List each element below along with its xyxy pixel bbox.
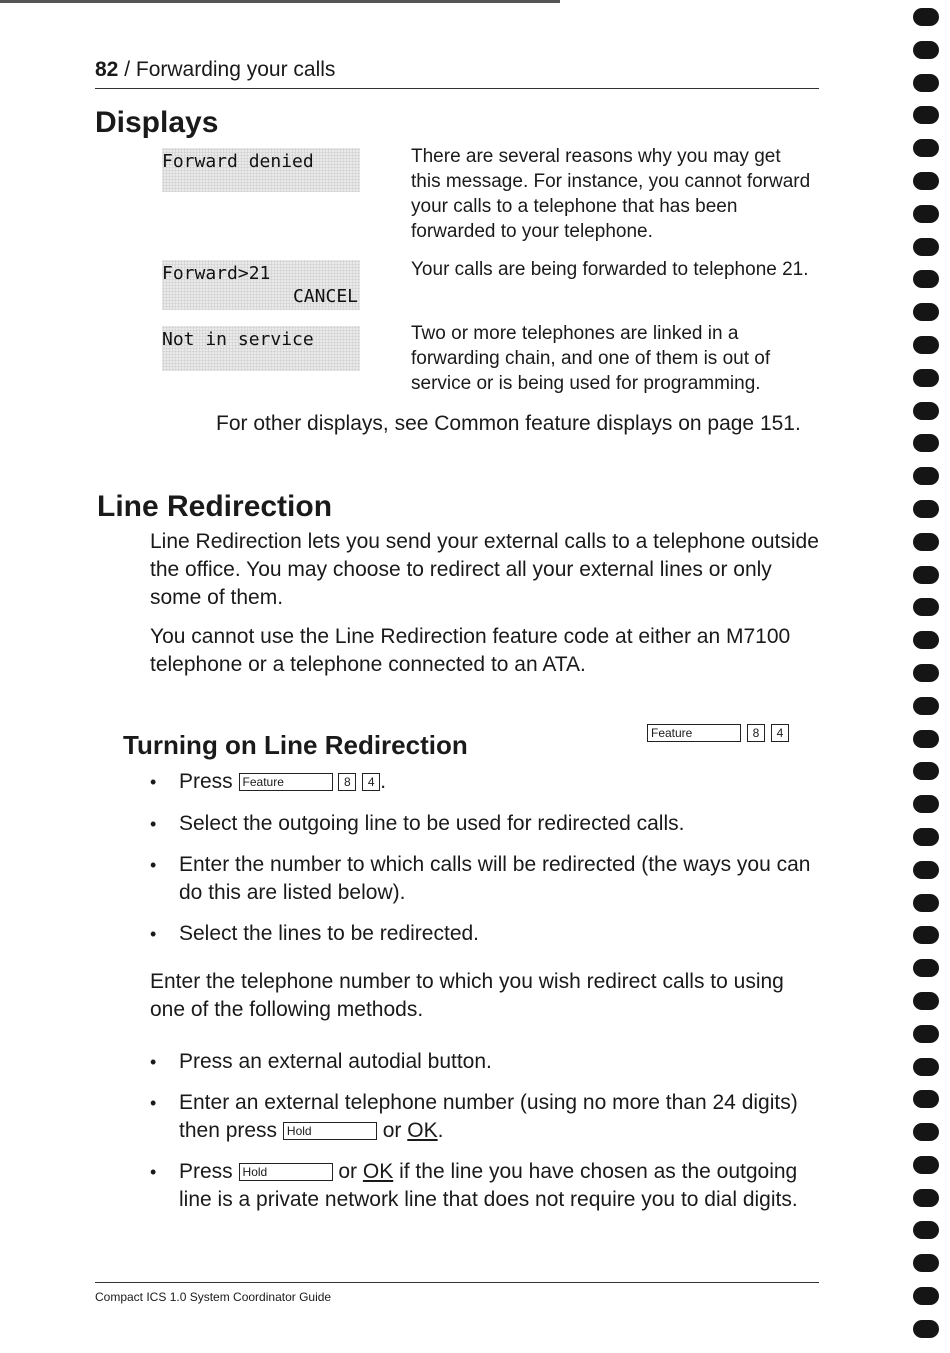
list-item: • Select the lines to be redirected. xyxy=(150,920,820,948)
binding-ring xyxy=(913,566,939,584)
lcd-display-forward-to xyxy=(162,260,360,310)
binding-ring xyxy=(913,1287,939,1305)
binding-ring xyxy=(913,434,939,452)
binding-ring xyxy=(913,369,939,387)
binding-ring xyxy=(913,500,939,518)
methods-intro: Enter the telephone number to which you wish redirect calls to using one of the following methods. xyxy=(150,970,784,1021)
lcd-line: Forward>21 xyxy=(162,263,271,284)
binding-ring xyxy=(913,697,939,715)
method-text: Enter an external telephone number (using no more than 24 digits) then press xyxy=(179,1091,798,1142)
feature-code-keys xyxy=(647,724,789,742)
binding-ring xyxy=(913,1090,939,1108)
turning-on-heading: Turning on Line Redirection xyxy=(123,730,468,760)
binding-ring xyxy=(913,1189,939,1207)
list-item: • Press Feature 8 4 . xyxy=(150,768,820,796)
binding-ring xyxy=(913,205,939,223)
display-description: There are several reasons why you may get this message. For instance, you cannot forward your calls to a telephone that has been forwarded to your telephone. xyxy=(411,146,811,242)
line-redirection-intro: Line Redirection lets you send your external calls to a telephone outside the office. You may choose to redirect all your external lines or only some of them. xyxy=(150,530,819,609)
displays-note: For other displays, see Common feature displays on page 151. xyxy=(216,412,801,435)
binding-ring xyxy=(913,74,939,92)
binding-ring xyxy=(913,861,939,879)
binding-ring xyxy=(913,1123,939,1141)
ok-softkey: OK xyxy=(362,1160,394,1183)
lcd-display-not-in-service xyxy=(162,326,360,371)
display-description: Two or more telephones are linked in a forwarding chain, and one of them is out of service or is being used for programming. xyxy=(411,323,771,394)
page-header xyxy=(95,58,335,82)
footer-rule xyxy=(95,1282,819,1283)
page-footer: Compact ICS 1.0 System Coordinator Guide xyxy=(95,1290,332,1304)
binding-ring xyxy=(913,762,939,780)
binding-ring xyxy=(913,631,939,649)
binding-ring xyxy=(913,238,939,256)
list-item: • Enter the number to which calls will be redirected (the ways you can do this are listed below). xyxy=(150,851,820,907)
binding-ring xyxy=(913,828,939,846)
lcd-line: Not in service xyxy=(162,329,314,350)
ok-softkey: OK xyxy=(407,1119,438,1142)
binding-ring xyxy=(913,41,939,59)
list-item: • Press an external autodial button. xyxy=(150,1048,820,1076)
list-item: • Enter an external telephone number (using no more than 24 digits) then press Hold or OK. xyxy=(150,1089,820,1145)
hold-key: Hold xyxy=(283,1122,377,1140)
binding-ring xyxy=(913,992,939,1010)
page-number: 82 xyxy=(95,58,119,81)
or-text: or xyxy=(338,1160,358,1183)
spiral-binding xyxy=(911,8,941,1353)
section-title: / Forwarding your calls xyxy=(118,58,336,81)
displays-heading: Displays xyxy=(95,106,219,139)
binding-ring xyxy=(913,664,939,682)
binding-ring xyxy=(913,1058,939,1076)
binding-ring xyxy=(913,270,939,288)
binding-ring xyxy=(913,533,939,551)
binding-ring xyxy=(913,467,939,485)
binding-ring xyxy=(913,172,939,190)
line-redirection-restriction: You cannot use the Line Redirection feature code at either an M7100 telephone or a telephone connected to an ATA. xyxy=(150,625,791,676)
hold-key: Hold xyxy=(239,1163,333,1181)
binding-ring xyxy=(913,8,939,26)
display-description: Your calls are being forwarded to telephone 21. xyxy=(411,259,809,280)
methods-list xyxy=(150,1048,820,1214)
binding-ring xyxy=(913,139,939,157)
binding-ring xyxy=(913,1156,939,1174)
digit-key: 4 xyxy=(771,724,789,742)
binding-ring xyxy=(913,402,939,420)
digit-key: 4 xyxy=(362,773,380,791)
list-item xyxy=(150,1158,820,1214)
list-item: • Select the outgoing line to be used for redirected calls. xyxy=(150,810,820,838)
lcd-line: Forward denied xyxy=(162,151,314,172)
step-text: Press xyxy=(179,770,233,793)
binding-ring xyxy=(913,303,939,321)
binding-ring xyxy=(913,1254,939,1272)
feature-key: Feature xyxy=(647,724,741,742)
binding-ring xyxy=(913,795,939,813)
method-text: Press xyxy=(179,1160,233,1183)
binding-ring xyxy=(913,1221,939,1239)
or-text: or xyxy=(382,1119,402,1142)
method-text: if the line you have chosen as the outgoing line is a private network line that does not require you to dial digits. xyxy=(179,1160,798,1211)
binding-ring xyxy=(913,926,939,944)
binding-ring xyxy=(913,730,939,748)
binding-ring xyxy=(913,336,939,354)
top-edge-line xyxy=(0,0,560,3)
lcd-line-cancel: CANCEL xyxy=(292,286,358,307)
binding-ring xyxy=(913,598,939,616)
digit-key: 8 xyxy=(338,773,356,791)
header-rule xyxy=(95,88,819,89)
digit-key: 8 xyxy=(747,724,765,742)
lcd-display-forward-denied xyxy=(162,148,360,192)
binding-ring xyxy=(913,1025,939,1043)
binding-ring xyxy=(913,959,939,977)
line-redirection-heading: Line Redirection xyxy=(97,490,333,523)
feature-key: Feature xyxy=(239,773,333,791)
steps-list xyxy=(150,768,820,948)
binding-ring xyxy=(913,106,939,124)
binding-ring xyxy=(913,1320,939,1338)
binding-ring xyxy=(913,894,939,912)
